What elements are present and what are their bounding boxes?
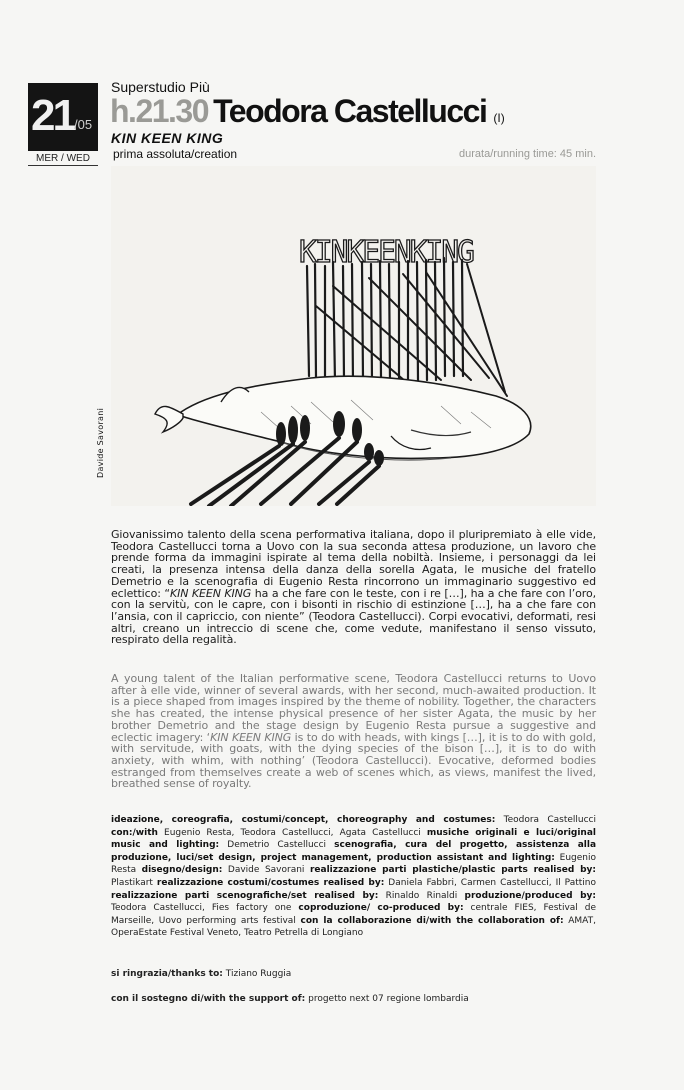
date-weekday: MER / WED — [36, 153, 90, 164]
description-italian: Giovanissimo talento della scena performativa italiana, dopo il pluripremiato à elle vide, Teodora Castellucci torna a Uovo con la sua seconda attesa produzione, un lavoro che prende forma da immagini ispirate al tema della nobiltà. Insieme, i personaggi da lei creati, la presenza intensa della danza della sorella Agata, le musiche del fratello Demetrio e la scenografia di Eugenio Resta rincorrono un immaginario suggestivo ed eclettico: “KIN KEEN KING ha a che fare con le teste, con i re […], ha a che fare con l’oro, con la servitù, con le capre, con i bisonti in rischio di estinzione […], ha a che fare con l’ansia, con il capriccio, con niente” (Teodora Castellucci). Corpi evocativi, deformati, resi altri, creano un intreccio di scene che, come vedute, manifestano il senso vissuto, respirato della regalità. — [111, 528, 596, 647]
credits-list: ideazione, coreografia, costumi/concept, choreography and costumes: Teodora Castellucci con:/with Eugenio Resta, Teodora Castellucci, Agata Castellucci musiche originali e luci/original music and lighting: Demetrio Castellucci scenografia, cura del progetto, assistenza alla produzione, luci/set design, project management, production assistant and lighting: Eugenio Resta disegno/design: Davide Savorani realizzazione parti plastiche/plastic parts realised by: Plastikart realizzazione costumi/costumes realised by: Daniela Fabbri, Carmen Castellucci, Il Pattino realizzazione parti scenografiche/set realised by: Rinaldo Rinaldi produzione/produced by: Teodora Castellucci, Fies factory one coproduzione/ co-produced by: centrale FIES, Festival de Marseille, Uovo performing arts festival con la collaborazione di/with the collaboration of: AMAT, OperaEstate Festival Veneto, Teatro Petrella di Longiano — [111, 815, 597, 939]
show-title: KIN KEEN KING — [111, 130, 224, 146]
venue-name: Superstudio Più — [111, 79, 210, 95]
illustration-lettering: KINKEENKING — [299, 235, 474, 270]
date-badge — [28, 83, 98, 151]
show-time: h.21.30 — [110, 93, 209, 129]
support-line: con il sostegno di/with the support of: progetto next 07 regione lombardia — [111, 994, 469, 1004]
illustration-credit: Davide Savorani — [96, 407, 105, 478]
premiere-label: prima assoluta/creation — [113, 147, 238, 161]
description-english: A young talent of the Italian performative scene, Teodora Castellucci returns to Uovo after à elle vide, winner of several awards, with her second, much-awaited production. It is a piece shaped from images inspired by the theme of nobility. Together, the characters she has created, the intense physical presence of her sister Agata, the music by her brother Demetrio and the stage design by Eugenio Resta pursue a suggestive and eclectic imagery: ‘KIN KEEN KING is to do with heads, with kings […], it is to do with gold, with servitude, with goats, with the dying species of the bison […], it is to do with anxiety, with whim, with nothing’ (Teodora Castellucci). Evocative, deformed bodies estranged from themselves create a web of scenes which, as views, manifest the lived, breathed sense of royalty. — [111, 672, 596, 791]
date-divider — [28, 165, 98, 166]
whale-drawing — [111, 166, 596, 506]
artist-name: Teodora Castellucci — [213, 93, 487, 129]
show-illustration — [111, 166, 596, 506]
date-month: /05 — [74, 117, 93, 132]
date-day: 21 — [31, 91, 74, 140]
thanks-line: si ringrazia/thanks to: Tiziano Ruggia — [111, 969, 292, 979]
running-time: durata/running time: 45 min. — [459, 148, 596, 160]
artist-country: (I) — [493, 111, 505, 125]
